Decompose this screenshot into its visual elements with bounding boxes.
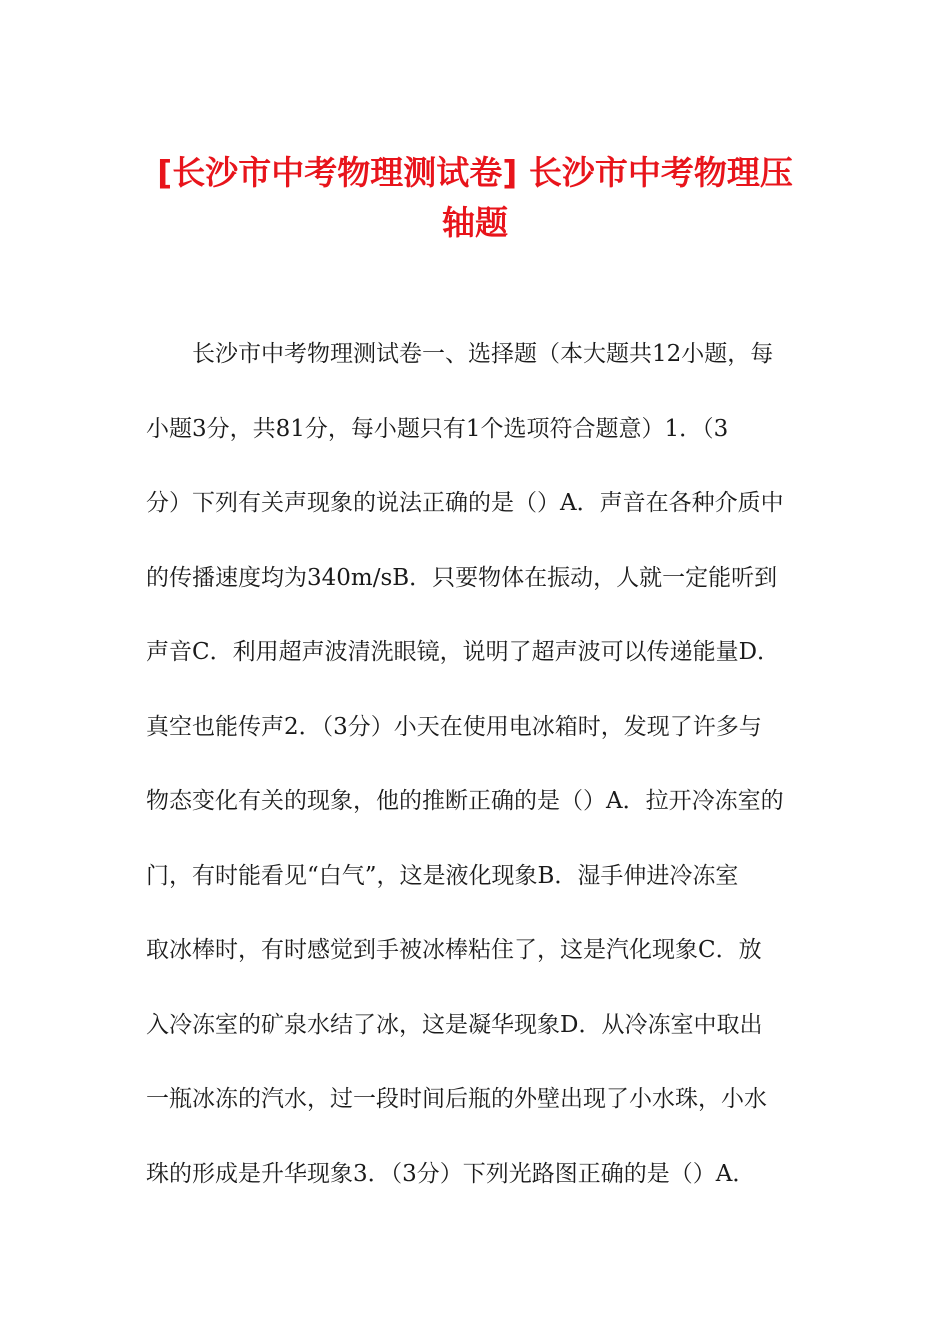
body-line: 取冰棒时，有时感觉到手被冰棒粘住了，这是汽化现象C．放 <box>146 937 762 963</box>
body-line: 珠的形成是升华现象3．（3分）下列光路图正确的是（）A． <box>146 1160 756 1187</box>
title-line: 轴题 <box>442 203 508 242</box>
document-title <box>120 148 830 248</box>
body-line: 的传播速度均为340m/sB．只要物体在振动，人就一定能听到 <box>146 564 778 591</box>
body-paragraph <box>146 322 806 1216</box>
body-line: 分）下列有关声现象的说法正确的是（）A．声音在各种介质中 <box>146 490 784 516</box>
body-line: 一瓶冰冻的汽水，过一段时间后瓶的外壁出现了小水珠，小水 <box>146 1086 767 1112</box>
title-line: [长沙市中考物理测试卷] 长沙市中考物理压 <box>157 153 793 192</box>
body-line: 物态变化有关的现象，他的推断正确的是（）A．拉开冷冻室的 <box>146 788 784 814</box>
body-line: 入冷冻室的矿泉水结了冰，这是凝华现象D．从冷冻室中取出 <box>146 1011 763 1038</box>
body-line: 小题3分，共81分，每小题只有1个选项符合题意）1．（3 <box>146 415 729 442</box>
body-line: 长沙市中考物理测试卷一、选择题（本大题共12小题，每 <box>192 341 774 367</box>
body-line: 声音C．利用超声波清洗眼镜，说明了超声波可以传递能量D． <box>146 639 781 665</box>
body-line: 真空也能传声2．（3分）小天在使用电冰箱时，发现了许多与 <box>146 713 762 740</box>
body-line: 门，有时能看见“白气”，这是液化现象B．湿手伸进冷冻室 <box>146 862 739 889</box>
